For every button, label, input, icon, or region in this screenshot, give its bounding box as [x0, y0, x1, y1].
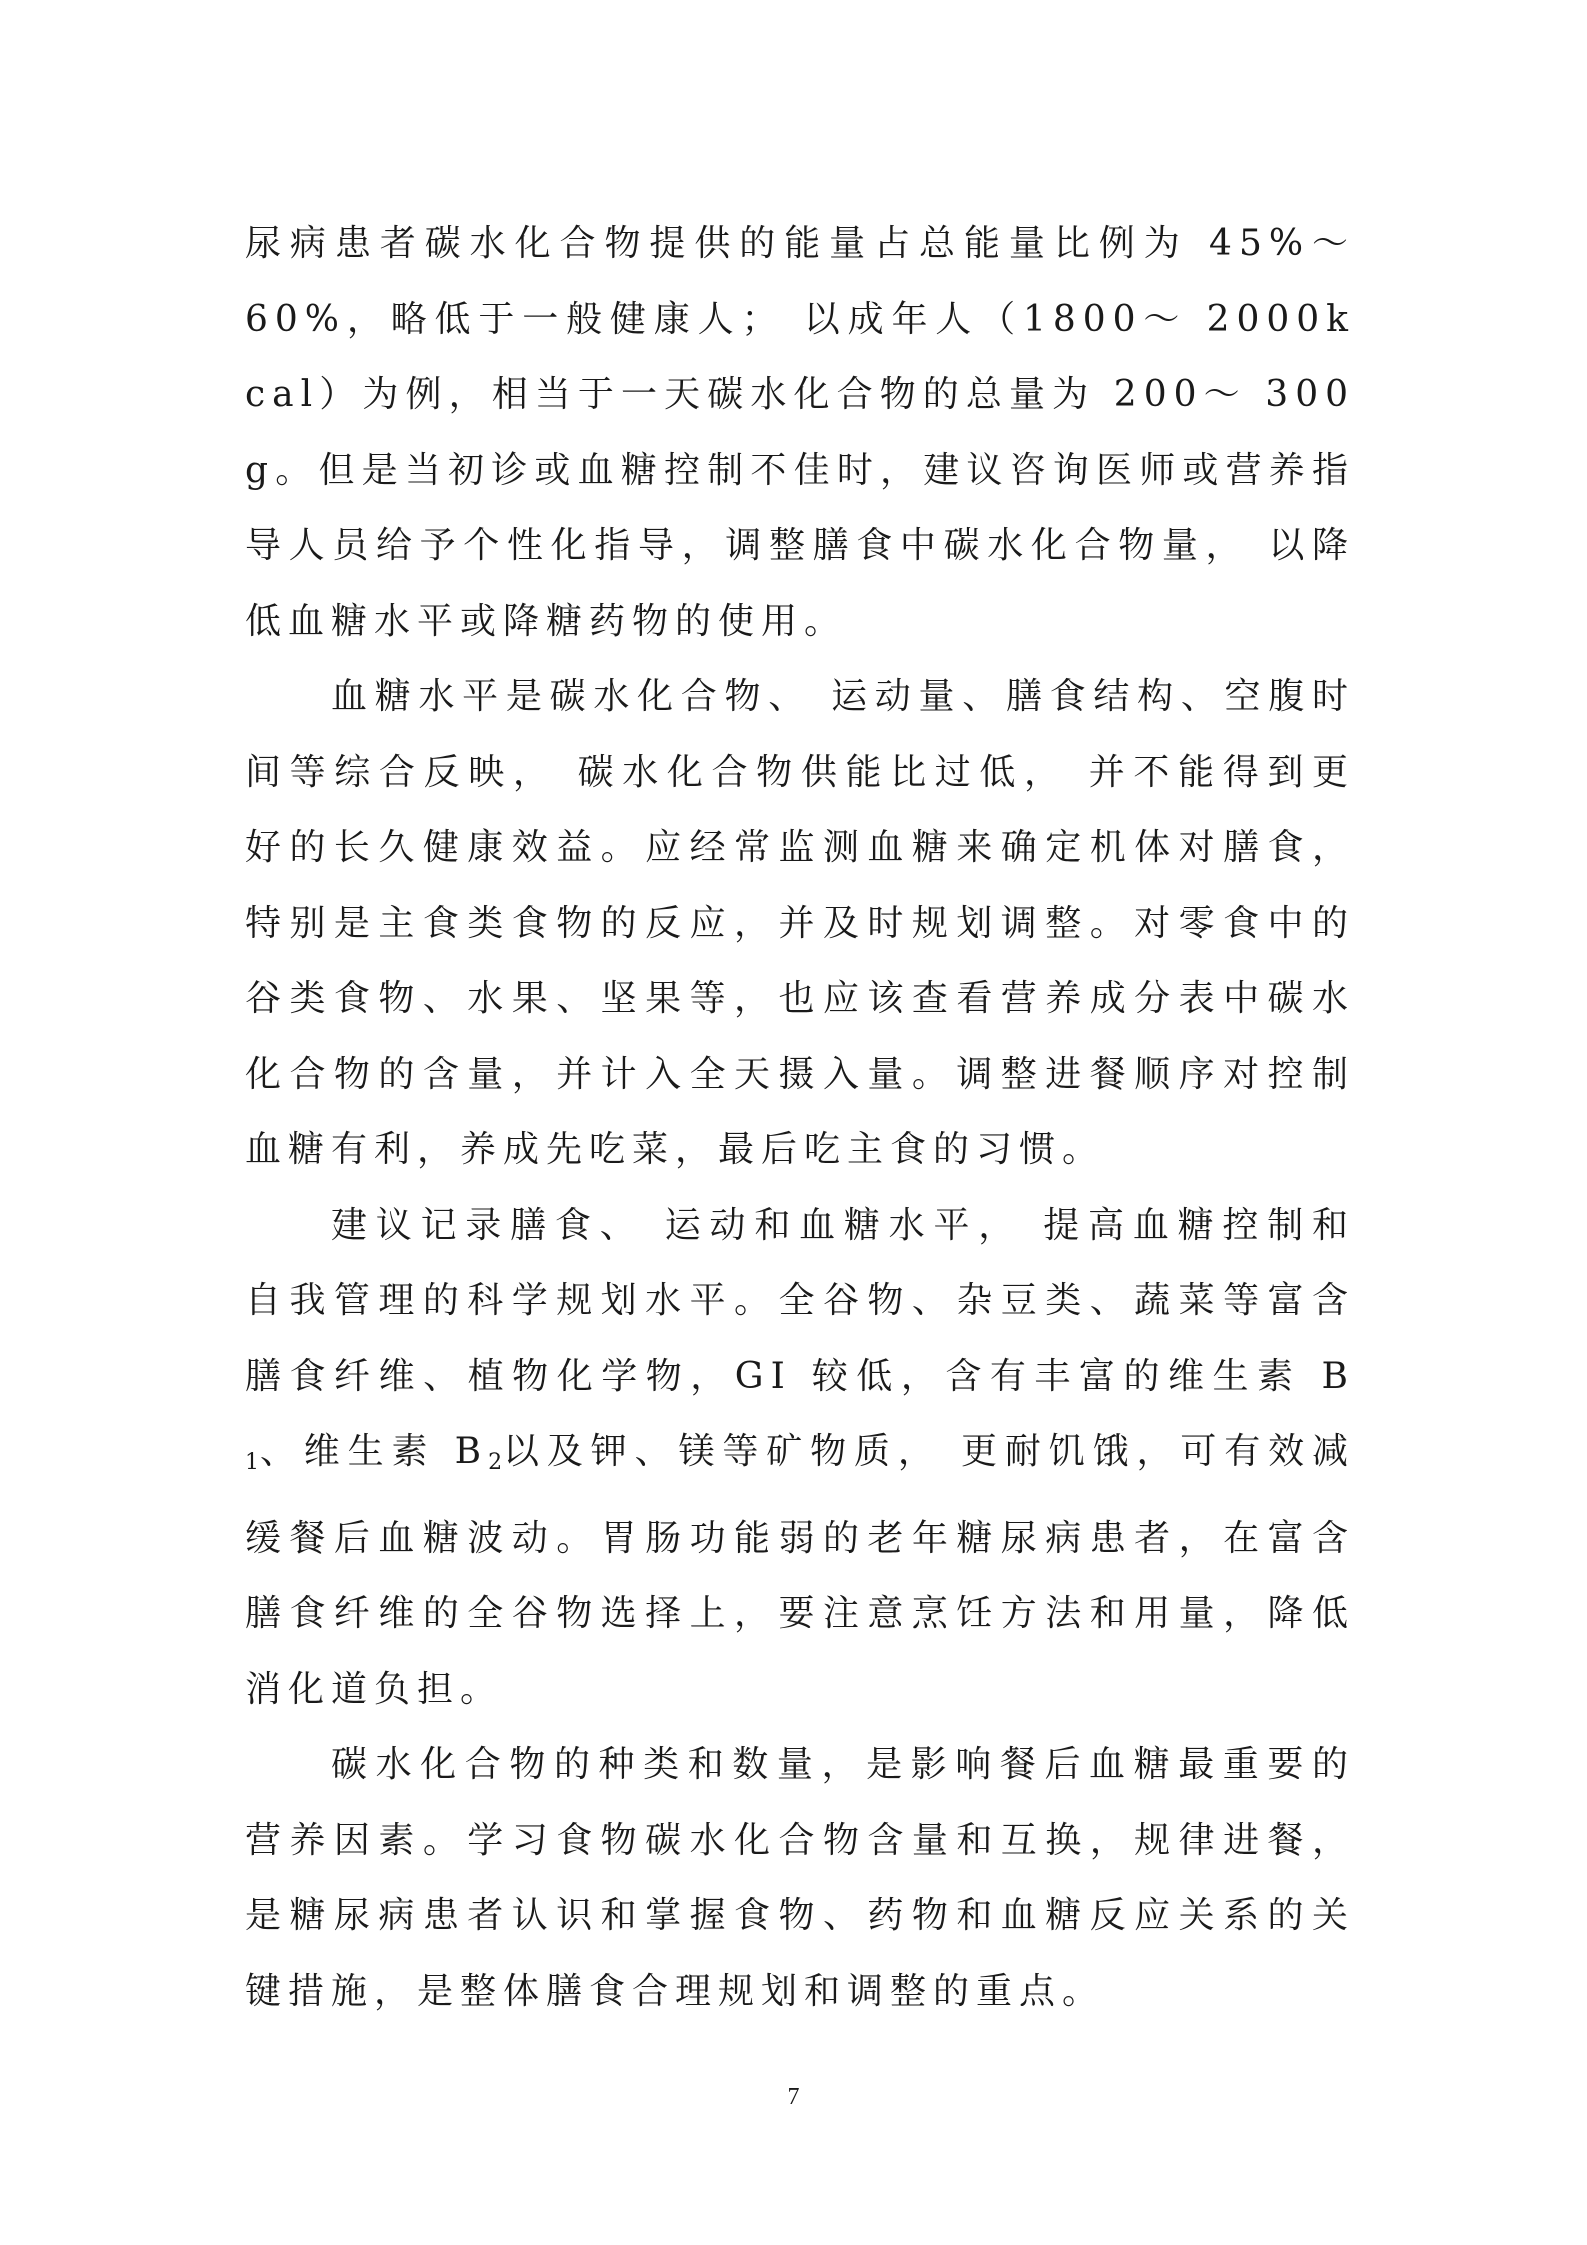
paragraph-2	[245, 659, 1355, 1188]
paragraph-1	[245, 206, 1355, 659]
paragraph-text-segment: 尿病患者碳水化合物提供的能量占总能量比例为 45%～ 60%，略低于一般健康人； 以成年人（1800～ 2000kcal）为例，相当于一天碳水化合物的总量为 200～ 300g。但是当初诊或血糖控制不佳时，建议咨询医师或营养指导人员给予个性化指导，调整膳食中碳水化合物量， 以降低血糖水平或降糖药物的使用。	[245, 223, 1355, 642]
subscript-text: 1	[245, 1450, 259, 1475]
paragraph-3	[245, 1188, 1355, 1728]
paragraph-4	[245, 1727, 1355, 2029]
subscript-text: 2	[488, 1450, 503, 1475]
paragraph-text-segment: 以及钾、镁等矿物质， 更耐饥饿，可有效减缓餐后血糖波动。胃肠功能弱的老年糖尿病患者，在富含膳食纤维的全谷物选择上，要注意烹饪方法和用量，降低消化道负担。	[245, 1431, 1355, 1710]
paragraph-text-segment: 血糖水平是碳水化合物、 运动量、膳食结构、空腹时间等综合反映， 碳水化合物供能比过低， 并不能得到更好的长久健康效益。应经常监测血糖来确定机体对膳食， 特别是主食类食物的反应，并及时规划调整。对零食中的谷类食物、水果、坚果等，也应该查看营养成分表中碳水化合物的含量，并计入全天摄入量。调整进餐顺序对控制血糖有利，养成先吃菜，最后吃主食的习惯。	[245, 676, 1355, 1170]
paragraph-text-segment: 、维生素 B	[259, 1431, 489, 1472]
page-number: 7	[787, 2084, 800, 2110]
body-text	[245, 206, 1355, 2029]
paragraph-text-segment: 建议记录膳食、 运动和血糖水平， 提高血糖控制和自我管理的科学规划水平。全谷物、杂豆类、蔬菜等富含膳食纤维、植物化学物，GI 较低，含有丰富的维生素 B	[245, 1204, 1355, 1397]
paragraph-text-segment: 碳水化合物的种类和数量，是影响餐后血糖最重要的营养因素。学习食物碳水化合物含量和互换，规律进餐， 是糖尿病患者认识和掌握食物、药物和血糖反应关系的关键措施，是整体膳食合理规划和调整的重点。	[245, 1744, 1355, 2012]
